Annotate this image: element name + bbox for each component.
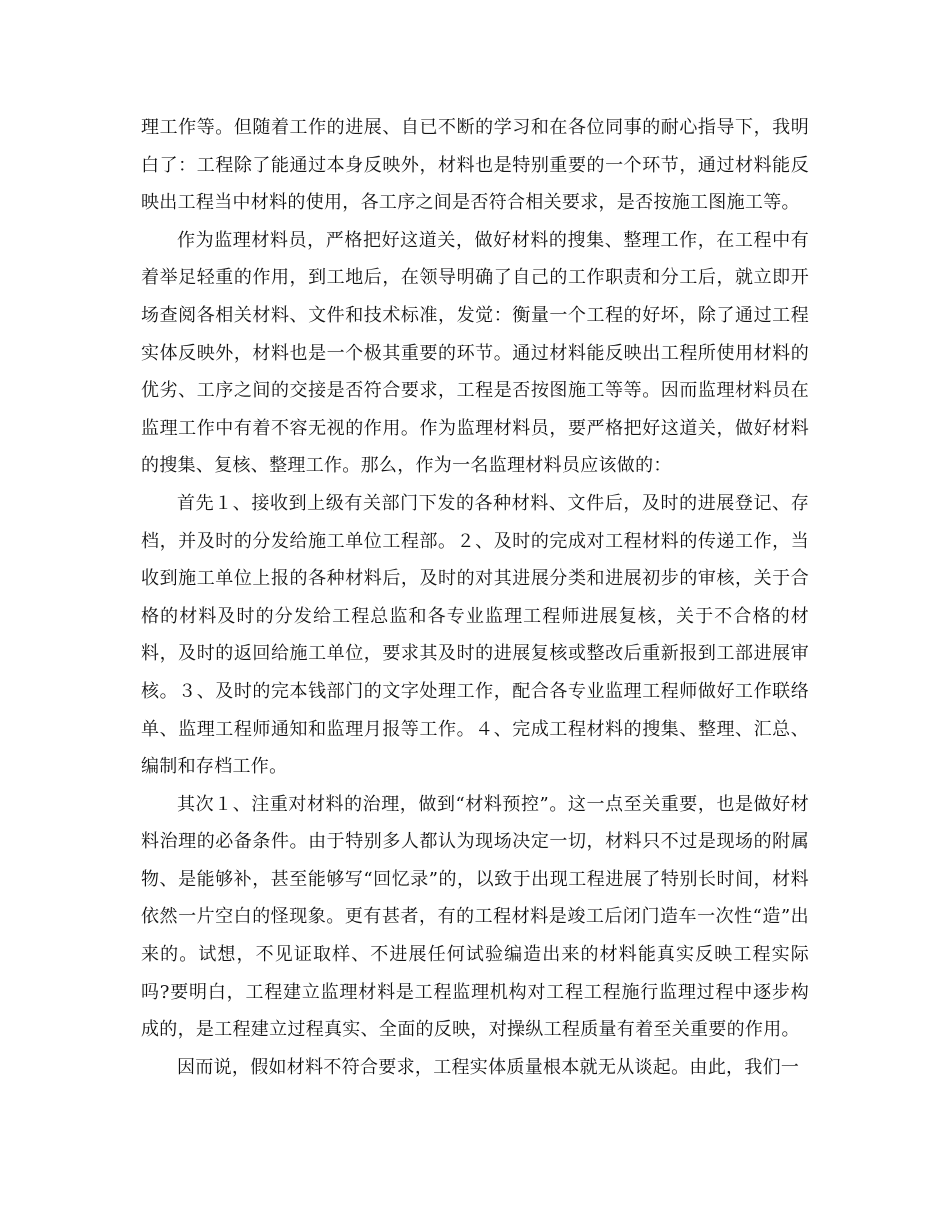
document-body xyxy=(141,109,809,1086)
paragraph-1: 理工作等。但随着工作的进展、自已不断的学习和在各位同事的耐心指导下，我明白了：工程除了能通过本身反映外，材料也是特别重要的一个环节，通过材料能反映出工程当中材料的使用，各工序之间是否符合相关要求，是否按施工图施工等。 xyxy=(141,117,809,214)
paragraph-4: 其次１、注重对材料的治理，做到“材料预控”。这一点至关重要，也是做好材料治理的必备条件。由于特别多人都认为现场决定一切，材料只不过是现场的附属物、是能够补，甚至能够写“回忆录”的，以致于出现工程进展了特别长时间，材料依然一片空白的怪现象。更有甚者，有的工程材料是竣工后闭门造车一次性“造”出来的。试想，不见证取样、不进展任何试验编造出来的材料能真实反映工程实际吗?要明白，工程建立监理材料是工程监理机构对工程工程施行监理过程中逐步构成的，是工程建立过程真实、全面的反映，对操纵工程质量有着至关重要的作用。 xyxy=(141,793,809,1041)
paragraph-2: 作为监理材料员，严格把好这道关，做好材料的搜集、整理工作，在工程中有着举足轻重的作用，到工地后，在领导明确了自己的工作职责和分工后，就立即开场查阅各相关材料、文件和技术标准，发觉：衡量一个工程的好坏，除了通过工程实体反映外，材料也是一个极其重要的环节。通过材料能反映出工程所使用材料的优劣、工序之间的交接是否符合要求，工程是否按图施工等等。因而监理材料员在监理工作中有着不容无视的作用。作为监理材料员，要严格把好这道关，做好材料的搜集、复核、整理工作。那么，作为一名监理材料员应该做的： xyxy=(141,229,809,477)
paragraph-3: 首先１、接收到上级有关部门下发的各种材料、文件后，及时的进展登记、存档，并及时的分发给施工单位工程部。２、及时的完成对工程材料的传递工作，当收到施工单位上报的各种材料后，及时的对其进展分类和进展初步的审核，关于合格的材料及时的分发给工程总监和各专业监理工程师进展复核，关于不合格的材料，及时的返回给施工单位，要求其及时的进展复核或整改后重新报到工部进展审核。３、及时的完本钱部门的文字处理工作，配合各专业监理工程师做好工作联络单、监理工程师通知和监理月报等工作。４、完成工程材料的搜集、整理、汇总、编制和存档工作。 xyxy=(141,492,809,778)
paragraph-5: 因而说，假如材料不符合要求，工程实体质量根本就无从谈起。由此，我们一 xyxy=(177,1056,800,1078)
